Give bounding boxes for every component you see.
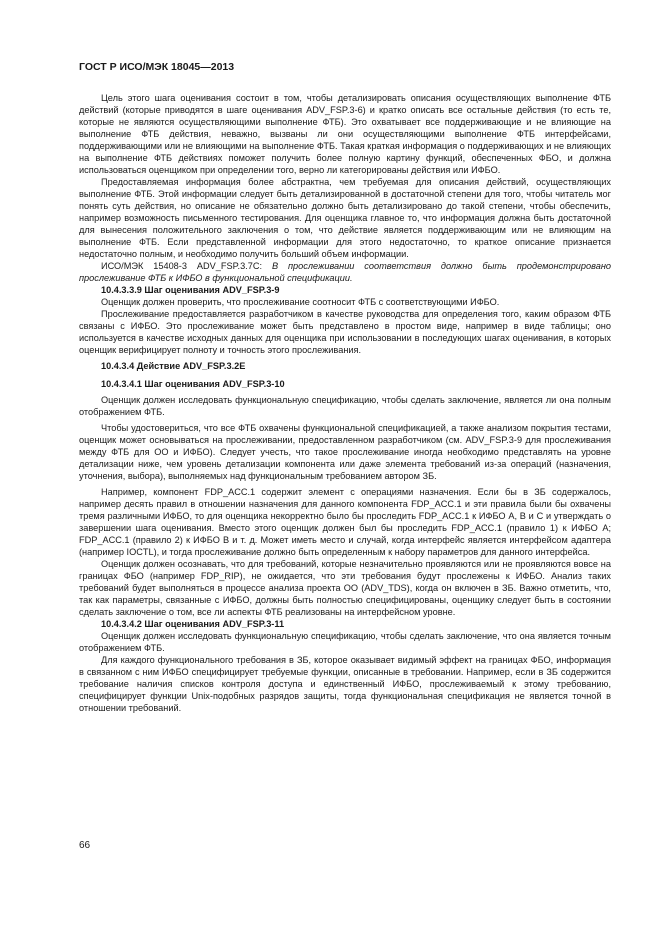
paragraph: Например, компонент FDP_ACC.1 содержит элемент с операциями назначения. Если бы в ЗБ содержалось, например десять правил в отношении назначения для данного компонента FDP_ACC.1 и эти правила были бы охвачены тремя различными ИФБО, то для оценщика некорректно было бы проследить FDP_ACC.1 к ИФБО А, В и С и утверждать о завершении шага оценивания. Вместо этого оценщик должен был бы проследить FDP_ACC.1 (правило 1) к ИФБО А; FDP_ACC.1 (правило 2) к ИФБО В и т. д. Может иметь место и случай, когда интерфейс является интерфейсом адаптера (например IOCTL), и тогда прослеживание должно быть определенным к набору параметров для данного интерфейса.	[79, 487, 611, 557]
section-heading: 10.4.3.3.9 Шаг оценивания ADV_FSP.3-9	[101, 285, 280, 295]
requirement-reference	[79, 260, 611, 284]
standard-header: ГОСТ Р ИСО/МЭК 18045—2013	[79, 61, 235, 73]
paragraph: Цель этого шага оценивания состоит в том, чтобы детализировать описания осуществляющих выполнение ФТБ действий (которые приводятся в шаге оценивания ADV_FSP.3-6) и кратко описать все остальные действия (то есть те, которые не являются осуществляющими выполнение ФТБ). Это охватывает все поддерживающие и не влияющие на выполнение ФТБ действия, неважно, вызваны ли они осуществляющими выполнение ФТБ интерфейсами, поддерживающими или не влияющими на выполнение ФТБ. Такая краткая информация о поддерживающих и не влияющих на выполнение ФТБ действиях поможет получить более полную картину функций, обеспеченных ФБО, и должна использоваться оценщиком при определении того, верно ли категорированы действия или ИФБО.	[79, 93, 611, 175]
paragraph: Для каждого функционального требования в ЗБ, которое оказывает видимый эффект на границах ФБО, информация в связанном с ним ИФБО специфицирует требуемые функции, описанные в требовании. Например, если в ЗБ содержится требование наличия списков контроля доступа и единственный ИФБО, прослеживаемый к этому требованию, специфицирует функции Unix-подобных разрядов защиты, тогда функциональная спецификация не является точной в отношении требований.	[79, 655, 611, 713]
paragraph: Оценщик должен осознавать, что для требований, которые незначительно проявляются или не проявляются вовсе на границах ФБО (например FDP_RIP), не ожидается, что эти требования будут прослежены к ИФБО. Анализ таких требований будет выполняться в процессе анализа проекта ОО (ADV_TDS), когда он включен в ЗБ. Важно отметить, что, так как параметры, связанные с ИФБО, должны быть полностью специфицированы, оценщику следует быть в состоянии сделать заключение о том, все ли аспекты ФТБ реализованы на интерфейсном уровне.	[79, 559, 611, 617]
section-heading: 10.4.3.4.2 Шаг оценивания ADV_FSP.3-11	[101, 619, 285, 629]
paragraph: Оценщик должен проверить, что прослеживание соотносит ФТБ с соответствующими ИФБО.	[101, 297, 500, 307]
requirement-text: В прослеживании соответствия должно быть продемонстрировано прослеживание ФТБ к ИФБО в функциональной спецификации.	[79, 261, 612, 283]
paragraph: Чтобы удостовериться, что все ФТБ охвачены функциональной спецификацией, а также анализом покрытия тестами, оценщик может основываться на прослеживании, предоставленном разработчиком (см. ADV_FSP.3-9 для прослеживания между ФТБ для ОО и ИФБО). Следует учесть, что такое прослеживание иногда необходимо представлять на уровне детализации ниже, чем уровень детализации компонента или даже элемента требований из-за операций (назначения, уточнения, выбора), выполняемых над функциональным требованием автором ЗБ.	[79, 423, 611, 481]
paragraph: Предоставляемая информация более абстрактна, чем требуемая для описания действий, осуществляющих выполнение ФТБ. Этой информации следует быть детализированной в достаточной степени для того, чтобы читатель мог понять суть действия, но описание не обязательно должно быть детализировано до такой степени, чтобы обеспечить, например возможность письменного тестирования. Для оценщика главное то, что информация должна быть достаточной для вынесения положительного заключения о том, что действие является поддерживающим или не влияющим на выполнение ФТБ. Если представленной информации для этого недостаточно, то краткое описание признается недостаточно полным, и необходимо получить больший объем информации.	[79, 177, 611, 259]
section-heading: 10.4.3.4.1 Шаг оценивания ADV_FSP.3-10	[101, 379, 285, 389]
paragraph: Оценщик должен исследовать функциональную спецификацию, чтобы сделать заключение, что она является точным отображением ФТБ.	[79, 631, 611, 653]
paragraph: Оценщик должен исследовать функциональную спецификацию, чтобы сделать заключение, является ли она полным отображением ФТБ.	[79, 395, 611, 417]
requirement-id: ИСО/МЭК 15408-3 ADV_FSP.3.7C:	[101, 261, 272, 271]
paragraph: Прослеживание предоставляется разработчиком в качестве руководства для определения того, каким образом ФТБ связаны с ИФБО. Это прослеживание может быть представлено в простом виде, например в виде таблицы; оно используется в качестве исходных данных для оценщика при использовании в последующих шагах оценивания, в которых оценщик верифицирует полноту и точность этого прослеживания.	[79, 309, 611, 355]
page-number: 66	[79, 840, 91, 851]
section-heading: 10.4.3.4 Действие ADV_FSP.3.2E	[101, 361, 246, 371]
